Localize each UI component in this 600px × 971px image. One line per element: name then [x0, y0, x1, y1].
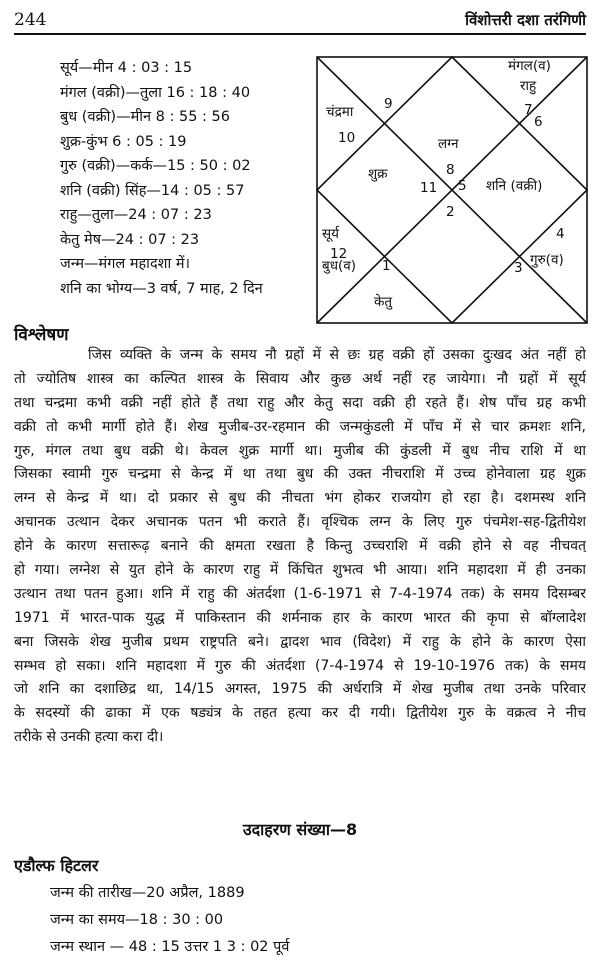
paragraph-line: सम्भव हो सका। शनि महादशा में गुरु की अंतर्दशा (7-4-1974 से 19-10-1976 तक) के समय — [14, 657, 586, 674]
chart-house-number: 4 — [556, 226, 565, 242]
planet-positions-list — [60, 56, 263, 301]
paragraph-line: बना जिसके शेख मुजीब प्रथम राष्ट्रपति बने। द्वादश भाव (विदेश) में राहु के होने के कारण ऐसा — [14, 633, 586, 650]
paragraph-line: जिसका स्वामी गुरु चन्द्रमा से केन्द्र में था तथा बुध की उक्त नीचराशि में उच्च होनेवाला ग्रह शुक्र — [14, 466, 586, 483]
header-rule — [14, 33, 586, 35]
birth-details — [50, 880, 289, 961]
paragraph-line: जिस व्यक्ति के जन्म के समय नौ ग्रहों में से छः ग्रह वक्री हों उसका दुःखद अंत नहीं हो — [88, 347, 586, 363]
chart-house-number: 9 — [384, 96, 393, 112]
paragraph-line: उत्थान तथा पतन हुआ। शनि में राहु की अंतर्दशा (1-6-1971 से 7-4-1974 तक) के समय दिसम्बर — [14, 585, 586, 602]
chart-frame — [316, 56, 588, 324]
paragraph-line: हो गया। लग्नेश से युत होने के कारण राहु में किंचित शुभत्व भी आया। शनि महादशा में ही उनका — [14, 562, 586, 579]
person-name: एडौल्फ हिटलर — [14, 856, 99, 875]
planet-position-line: शुक्र-कुंभ 6 : 05 : 19 — [60, 133, 187, 150]
birth-detail-line: जन्म की तारीख—20 अप्रैल, 1889 — [50, 885, 245, 901]
chart-house-number: 6 — [534, 114, 543, 130]
chart-house-number: 7 — [524, 102, 533, 118]
paragraph-line: अचानक उत्थान देकर अचानक पतन भी कराते हैं। वृश्चिक लग्न के लिए गुरु पंचमेश-सह-द्वितीयेश — [14, 514, 586, 531]
planet-position-line: मंगल (वक्री)—तुला 16 : 18 : 40 — [60, 84, 251, 101]
birth-detail-line: जन्म स्थान — 48 : 15 उत्तर 1 3 : 02 पूर्व — [50, 939, 290, 955]
chart-label-lagna: लग्न — [438, 136, 459, 152]
chart-house-number: 12 — [330, 246, 348, 262]
paragraph-line: लग्न से केन्द्र में था। दो प्रकार से बुध की नीचता भंग होकर राजयोग हो रहा है। दशमस्थ शनि — [14, 490, 586, 507]
chart-house-number: 5 — [458, 178, 467, 194]
chart-label-mangal: मंगल(व) — [508, 58, 551, 74]
paragraph-line: तथा चन्द्रमा कभी वक्री नहीं होते हैं तथा राहु और केतु सदा वक्री ही रहते हैं। शेष पाँच ग्रह कभी — [14, 394, 586, 411]
example-heading: उदाहरण संख्या—8 — [242, 820, 358, 839]
chart-house-number: 3 — [514, 260, 523, 276]
planet-position-line: बुध (वक्री)—मीन 8 : 55 : 56 — [60, 109, 230, 125]
planet-position-line: केतु मेष—24 : 07 : 23 — [60, 231, 200, 248]
planet-position-line: जन्म—मंगल महादशा में। — [60, 256, 191, 272]
birth-detail-line: जन्म का समय—18 : 30 : 00 — [50, 912, 224, 928]
chart-label-chandrama: चंद्रमा — [326, 104, 354, 120]
chart-house-number: 8 — [446, 162, 455, 178]
chart-label-shukra: शुक्र — [368, 166, 388, 182]
paragraph-line: होने के कारण सत्तारूढ़ बनाने की क्षमता रखता है किन्तु उच्चराशि में वक्री होने से वह नीचवत् — [14, 538, 586, 555]
chart-label-ketu: केतु — [374, 294, 393, 310]
chart-house-number: 10 — [338, 130, 356, 146]
running-title: विंशोत्तरी दशा तरंगिणी — [465, 11, 586, 29]
paragraph-line: के सदस्यों की ढाका में एक षड्यंत्र के तहत हत्या कर दी गयी। द्वितीयेश गुरु के वक्रत्व ने नीच — [14, 705, 586, 722]
paragraph-line: 1971 में भारत-पाक युद्ध में पाकिस्तान की शर्मनाक हार के कारण भारत की कृपा से बॉग्लादेश — [14, 609, 586, 626]
chart-label-shani: शनि (वक्री) — [486, 178, 543, 194]
analysis-heading: विश्लेषण — [14, 325, 69, 345]
page-number: 244 — [14, 10, 47, 30]
chart-house-number: 11 — [420, 180, 438, 196]
chart-house-number: 2 — [446, 204, 455, 220]
paragraph-line: तरीके से उनकी हत्या करा दी। — [14, 729, 164, 746]
analysis-paragraph — [14, 344, 586, 750]
planet-position-line: गुरु (वक्री)—कर्क—15 : 50 : 02 — [60, 158, 251, 174]
chart-label-surya: सूर्य — [322, 226, 339, 242]
planet-position-line: सूर्य—मीन 4 : 03 : 15 — [60, 60, 193, 76]
chart-house-number: 1 — [382, 258, 391, 274]
chart-label-budh: बुध(व) — [322, 258, 357, 274]
paragraph-line: तो ज्योतिष शास्त्र का कल्पित शास्त्र के सिवाय और कुछ अर्थ नहीं रह जायेगा। नौ ग्रहों में सूर्य — [14, 370, 586, 387]
planet-position-line: राहु—तुला—24 : 07 : 23 — [60, 207, 212, 223]
page-header — [14, 6, 586, 34]
planet-position-line: शनि (वक्री) सिंह—14 : 05 : 57 — [60, 182, 245, 199]
paragraph-line: जो शनि का दशाछिद्र था, 14/15 अगस्त, 1975 की अर्धरात्रि में शेख मुजीब तथा उनके परिवार — [14, 681, 586, 698]
paragraph-line: वक्री तो कभी मार्गी होते हैं। शेख मुजीब-उर-रहमान की जन्मकुंडली में पाँच में से चार क्रमशः शनि, — [14, 418, 586, 435]
horoscope-chart — [316, 56, 588, 324]
chart-label-rahu: राहु — [520, 78, 537, 94]
paragraph-line: गुरु, मंगल तथा बुध वक्री थे। केवल शुक्र मार्गी था। मुजीब की कुंडली में बुध नीच राशि में था — [14, 442, 586, 459]
planet-position-line: शनि का भोग्य—3 वर्ष, 7 माह, 2 दिन — [60, 280, 263, 297]
chart-label-guru: गुरु(व) — [530, 252, 564, 268]
